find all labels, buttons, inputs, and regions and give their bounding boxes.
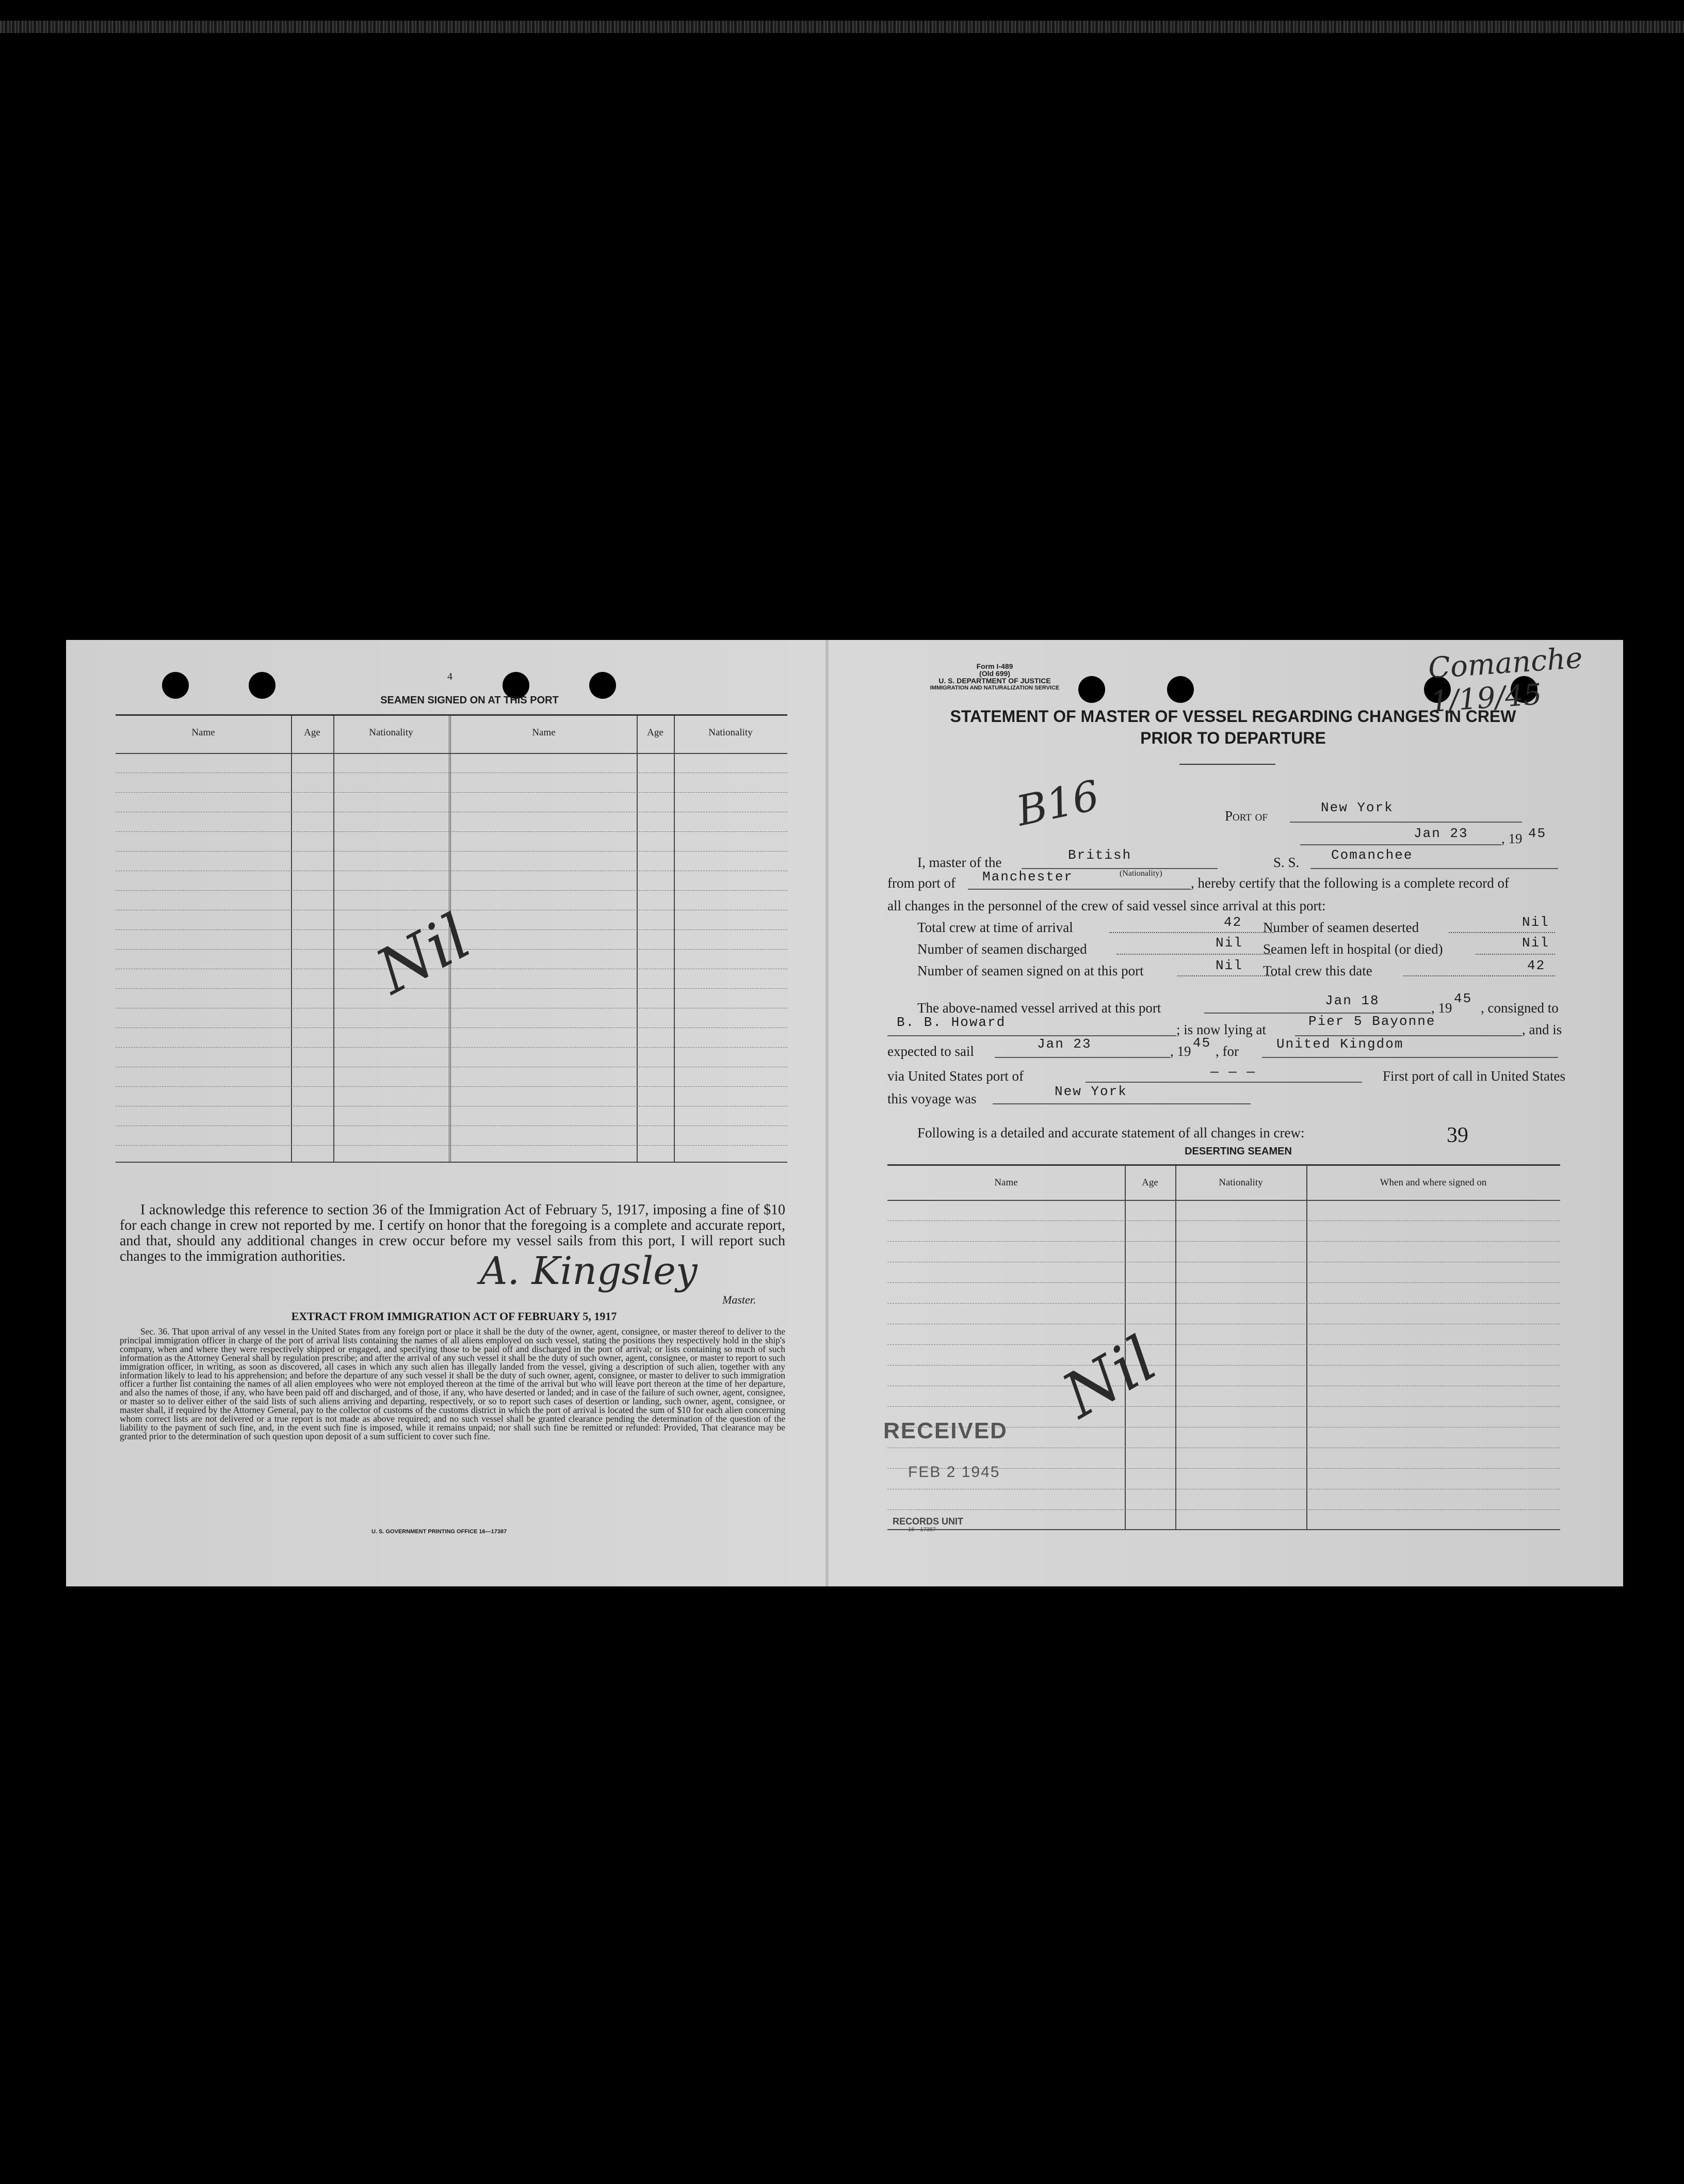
stat-value-discharged: Nil xyxy=(1216,935,1243,951)
dot-leader xyxy=(1109,932,1274,933)
via-label: via United States port of xyxy=(887,1068,1024,1084)
col-age-2: Age xyxy=(647,727,663,738)
ship-line xyxy=(1310,868,1558,869)
master-signature: A. Kingsley xyxy=(480,1249,698,1293)
stat-label-total-arrival: Total crew at time of arrival xyxy=(917,920,1073,935)
for-label: , for xyxy=(1216,1043,1239,1059)
via-value: — — — xyxy=(1210,1064,1256,1080)
stat-label-deserted: Number of seamen deserted xyxy=(1263,920,1419,935)
arrived-year-prefix: , 19 xyxy=(1431,1000,1452,1016)
col-name: Name xyxy=(994,1177,1018,1188)
punch-hole xyxy=(249,672,276,699)
punch-hole xyxy=(162,672,189,699)
date-line xyxy=(1300,844,1501,845)
first-port-label: First port of call in United States xyxy=(1383,1068,1565,1084)
acknowledgement-text: I acknowledge this reference to section 36 of the Immigration Act of February 5, 1917, imposing a fine of $10 for each change in crew not reported by me. I certify on honor that the foregoing is a complete and accurate report, and that, should any additional changes in crew occur before my vessel sails from this port, I will report such changes to the immigration authorities. xyxy=(120,1202,785,1264)
deserting-title: DESERTING SEAMEN xyxy=(1185,1146,1292,1157)
lying-value: Pier 5 Bayonne xyxy=(1308,1014,1436,1029)
film-edge-strip xyxy=(0,21,1684,33)
ss-label: S. S. xyxy=(1273,855,1300,870)
dot-leader xyxy=(1403,975,1555,976)
form-title-line1: STATEMENT OF MASTER OF VESSEL REGARDING CHANGES IN CREW xyxy=(950,707,1516,726)
col-nationality: Nationality xyxy=(1219,1177,1263,1188)
from-port-line xyxy=(968,889,1191,890)
arrived-year: 45 xyxy=(1454,991,1472,1006)
dot-leader xyxy=(1476,954,1555,955)
col-nationality-2: Nationality xyxy=(708,727,753,738)
page-number: 4 xyxy=(447,671,452,682)
via-line xyxy=(1086,1082,1362,1083)
dot-leader xyxy=(1449,932,1555,933)
sail-date: Jan 23 xyxy=(1037,1036,1092,1052)
following-text: Following is a detailed and accurate statement of all changes in crew: xyxy=(917,1125,1305,1141)
handwritten-corner-note: Comanche 1/19/45 xyxy=(1427,641,1584,719)
department: U. S. DEPARTMENT OF JUSTICE xyxy=(938,677,1051,685)
extract-text: Sec. 36. That upon arrival of any vessel in the United States from any foreign port or place it shall be the duty of the owner, agent, consignee, or master thereof to deliver to the principal immigration officer in charge of the port of arrival lists containing the names of all aliens employed on such vessel, stating the positions they respectively hold in the ship's company, when and where they were respectively shipped or engaged, and specifying those to be paid off and discharged in the port of arrival; or lists containing so much of such information as the Attorney General shall by regulation prescribe; and after the arrival of any such vessel it shall be the duty of such owner, agent, consignee, or master to report to such immigration officer, in writing, as soon as discovered, all cases in which any such alien has illegally landed from the vessel, giving a description of such alien, together with any information likely to lead to his apprehension; and before the departure of any such vessel it shall be the duty of such owner, agent, consignee, or master to deliver to such immigration officer a further list containing the names of all alien employees who were not employed thereon at the time of the arrival but who will leave port thereon at the time of her departure, and also the names of those, if any, who have been paid off and discharged, and of those, if any, who have deserted or landed; and in case of the failure of such owner, agent, consignee, or master so to deliver either of the said lists of such aliens arriving and departing, respectively, or so to report such cases of desertion or landing, such owner, agent, consignee, or master shall, if required by the Attorney General, pay to the collector of customs of the customs district in which the port of arrival is located the sum of $10 for each alien concerning whom correct lists are not delivered or a true report is not made as above required; and no such vessel shall be granted clearance pending the determination of the question of the liability to the payment of such fine, and, in the event such fine is imposed, while it remains unpaid; nor shall such fine be remitted or refunded: Provided, That clearance may be granted prior to the determination of such question upon deposit of a sum sufficient to cover such fine. xyxy=(120,1326,785,1441)
received-stamp: RECEIVED xyxy=(883,1418,1008,1443)
received-stamp-date: FEB 2 1945 xyxy=(908,1464,1000,1481)
stat-label-signed-on: Number of seamen signed on at this port xyxy=(917,963,1144,978)
printing-office: U. S. GOVERNMENT PRINTING OFFICE 16—17387 xyxy=(371,1529,507,1535)
col-age: Age xyxy=(304,727,320,738)
col-when-where: When and where signed on xyxy=(1380,1177,1487,1188)
stat-value-total-arrival: 42 xyxy=(1224,914,1242,930)
form-number: Form I-489 xyxy=(976,662,1013,670)
dot-leader xyxy=(1116,954,1271,955)
stat-value-total-date: 42 xyxy=(1527,958,1546,973)
date-year-prefix: , 19 xyxy=(1501,831,1523,846)
port-line xyxy=(1290,822,1522,823)
lying-label: ; is now lying at xyxy=(1176,1022,1266,1037)
nationality-value: British xyxy=(1068,847,1132,863)
destination-line xyxy=(1262,1057,1558,1058)
port-label: Port of xyxy=(1225,808,1268,824)
page-fold xyxy=(825,640,829,1586)
sail-year: 45 xyxy=(1193,1035,1211,1051)
master-label: Master. xyxy=(722,1293,756,1306)
consignee-value: B. B. Howard xyxy=(897,1015,1006,1030)
from-port-value: Manchester xyxy=(982,869,1074,885)
consignee-line xyxy=(887,1035,1176,1036)
title-underline xyxy=(1179,764,1275,765)
arrived-label: The above-named vessel arrived at this port xyxy=(917,1000,1161,1016)
date-year: 45 xyxy=(1528,826,1547,841)
form-old-number: (Old 699) xyxy=(979,669,1010,678)
sail-line xyxy=(995,1057,1170,1058)
stat-label-discharged: Number of seamen discharged xyxy=(917,941,1087,957)
form-header xyxy=(892,663,1098,692)
service: IMMIGRATION AND NATURALIZATION SERVICE xyxy=(930,685,1060,691)
handwritten-code: B16 xyxy=(1012,771,1104,836)
stat-label-hospital: Seamen left in hospital (or died) xyxy=(1263,941,1443,957)
page-count: 39 xyxy=(1447,1123,1468,1147)
col-name-2: Name xyxy=(532,727,556,738)
col-name: Name xyxy=(191,727,215,738)
stat-value-signed-on: Nil xyxy=(1216,958,1243,973)
and-is-label: , and is xyxy=(1522,1022,1562,1037)
voyage-label: this voyage was xyxy=(887,1091,977,1106)
all-changes-text: all changes in the personnel of the crew of said vessel since arrival at this port: xyxy=(887,898,1326,913)
dot-leader xyxy=(1177,975,1275,976)
form-bottom-number: 16—17387 xyxy=(908,1527,936,1533)
sail-year-prefix: , 19 xyxy=(1170,1043,1191,1059)
col-nationality: Nationality xyxy=(369,727,413,738)
form-title-line2: PRIOR TO DEPARTURE xyxy=(1140,729,1326,747)
port-value: New York xyxy=(1321,800,1394,815)
stat-label-total-date: Total crew this date xyxy=(1263,963,1372,978)
date-month-day: Jan 23 xyxy=(1414,826,1468,841)
arrived-date: Jan 18 xyxy=(1325,993,1380,1008)
stat-value-hospital: Nil xyxy=(1522,935,1549,951)
left-title: SEAMEN SIGNED ON AT THIS PORT xyxy=(380,695,559,706)
punch-hole xyxy=(1167,676,1194,703)
expected-label: expected to sail xyxy=(887,1043,974,1059)
certify-text: , hereby certify that the following is a complete record of xyxy=(1191,875,1510,891)
extract-title: EXTRACT FROM IMMIGRATION ACT OF FEBRUARY 5, 1917 xyxy=(291,1310,617,1323)
nil-mark-right: Nil xyxy=(1051,1323,1169,1433)
destination-value: United Kingdom xyxy=(1276,1036,1404,1052)
nil-mark-left: Nil xyxy=(365,901,482,1008)
consigned-label: , consigned to xyxy=(1481,1000,1559,1016)
master-of-label: I, master of the xyxy=(917,855,1002,870)
records-unit-stamp: RECORDS UNIT xyxy=(893,1516,964,1527)
voyage-line xyxy=(993,1103,1251,1104)
from-port-label: from port of xyxy=(887,875,956,891)
voyage-value: New York xyxy=(1055,1084,1127,1099)
ship-value: Comanchee xyxy=(1331,847,1413,863)
nationality-caption: (Nationality) xyxy=(1120,869,1162,878)
stat-value-deserted: Nil xyxy=(1522,914,1549,930)
col-age: Age xyxy=(1142,1177,1158,1188)
